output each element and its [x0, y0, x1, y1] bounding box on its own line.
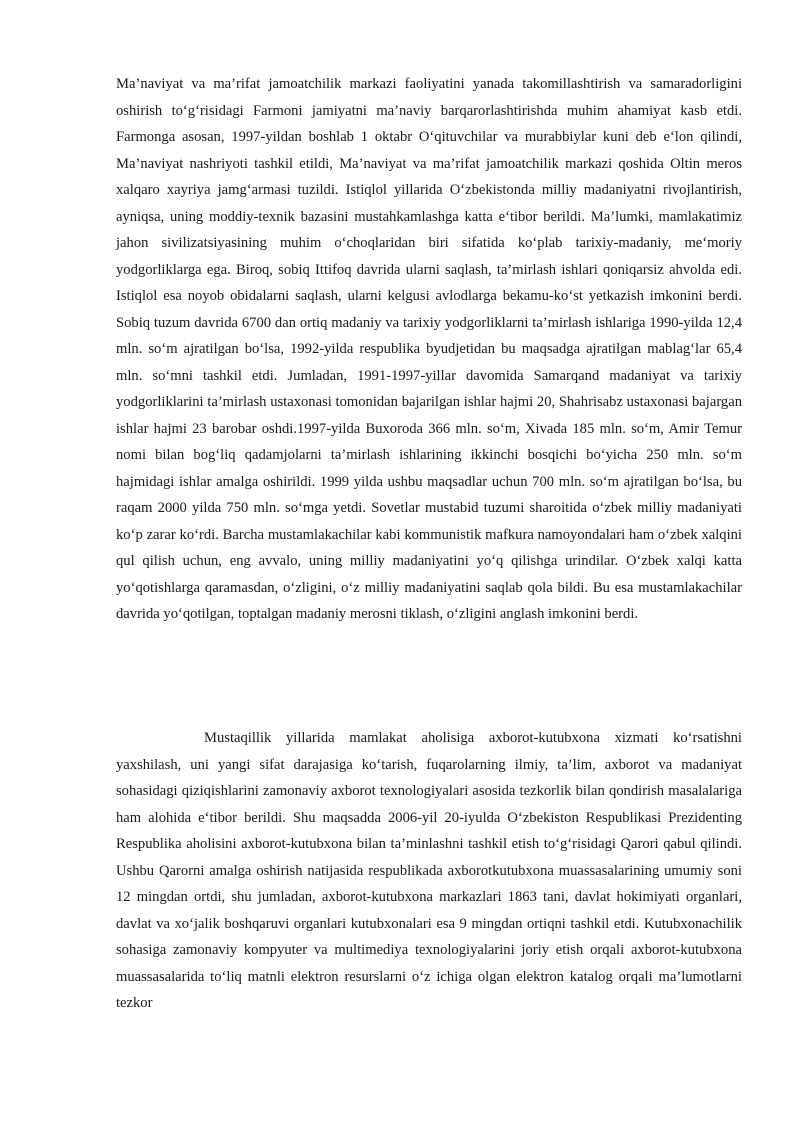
paragraph-2-text: Mustaqillik yillarida mamlakat aholisiga axborot-kutubxona xizmati ko‘rsatishni yaxshilash, uni yangi sifat darajasiga ko‘tarish, fuqarolarning ilmiy, ta’lim, axborot va madaniyat sohasidagi qiziqishlarini zamonaviy axborot texnologiyalari asosida tezkorlik bilan qondirish masalalariga ham alohida e‘tibor berildi. Shu maqsadda 2006-yil 20-iyulda O‘zbekiston Respublikasi Prezidenting Respublika aholisini axborot-kutubxona bilan ta’minlashni tashkil etish to‘g‘risidagi Qarori qabul qilindi. Ushbu Qarorni amalga oshirish natijasida respublikada axborotkutubxona muassasalarining umumiy soni 12 mingdan ortdi, shu jumladan, axborot-kutubxona markazlari 1863 tani, davlat hokimiyati organlari, davlat va xo‘jalik boshqaruvi organlari kutubxonalari esa 9 mingdan ortiqni tashkil etdi. Kutubxonachilik sohasiga zamonaviy kompyuter va multimediya texnologiyalarini joriy etish orqali axborot-kutubxona muassasalarida to‘liq matnli elektron resurslarni o‘z ichiga olgan elektron katalog orqali ma’lumotlarni tezkor	[116, 730, 742, 1011]
paragraph-1	[116, 71, 742, 628]
paragraph-2	[116, 725, 742, 1017]
paragraph-1-text: Ma’naviyat va ma’rifat jamoatchilik markazi faoliyatini yanada takomillashtirish va samaradorligini oshirish to‘g‘risidagi Farmoni jamiyatni ma’naviy barqarorlashtirishda muhim ahamiyat kasb etdi. Farmonga asosan, 1997-yildan boshlab 1 oktabr O‘qituvchilar va murabbiylar kuni deb e‘lon qilindi, Ma’naviyat nashriyoti tashkil etildi, Ma’naviyat va ma’rifat jamoatchilik markazi qoshida Oltin meros xalqaro xayriya jamg‘armasi tuzildi. Istiqlol yillarida O‘zbekistonda milliy madaniyatni rivojlantirish, ayniqsa, uning moddiy-texnik bazasini mustahkamlashga katta e‘tibor berildi. Ma’lumki, mamlakatimiz jahon sivilizatsiyasining muhim o‘choqlaridan biri sifatida ko‘plab tarixiy-madaniy, me‘moriy yodgorliklarga ega. Biroq, sobiq Ittifoq davrida ularni saqlash, ta’mirlash ishlari qoniqarsiz ahvolda edi. Istiqlol esa noyob obidalarni saqlash, ularni kelgusi avlodlarga bekamu-ko‘st yetkazish imkonini berdi. Sobiq tuzum davrida 6700 dan ortiq madaniy va tarixiy yodgorliklarni ta’mirlash ishlariga 1990-yilda 12,4 mln. so‘m ajratilgan bo‘lsa, 1992-yilda respublika byudjetidan bu maqsadga ajratilgan mablag‘lar 65,4 mln. so‘mni tashkil etdi. Jumladan, 1991-1997-yillar davomida Samarqand madaniyat va tarixiy yodgorliklarini ta’mirlash ustaxonasi tomonidan bajarilgan ishlar hajmi 20, Shahrisabz ustaxonasi bajargan ishlar hajmi 23 barobar oshdi.1997-yilda Buxoroda 366 mln. so‘m, Xivada 185 mln. so‘m, Amir Temur nomi bilan bog‘liq qadamjolarni ta’mirlash ishlarining ikkinchi bosqichi bo‘yicha 250 mln. so‘m hajmidagi ishlar amalga oshirildi. 1999 yilda ushbu maqsadlar uchun 700 mln. so‘m ajratilgan bo‘lsa, bu raqam 2000 yilda 750 mln. so‘mga yetdi. Sovetlar mustabid tuzumi sharoitida o‘zbek milliy madaniyati ko‘p zarar ko‘rdi. Barcha mustamlakachilar kabi kommunistik mafkura namoyondalari ham o‘zbek xalqini qul qilish uchun, eng avvalo, uning milliy madaniyatini yo‘q qilishga urindilar. O‘zbek xalqi katta yo‘qotishlarga qaramasdan, o‘zligini, o‘z milliy madaniyatini saqlab qola bildi. Bu esa mustamlakachilar davrida yo‘qotilgan, toptalgan madaniy merosni tiklash, o‘zligini anglash imkonini berdi.	[116, 76, 742, 622]
